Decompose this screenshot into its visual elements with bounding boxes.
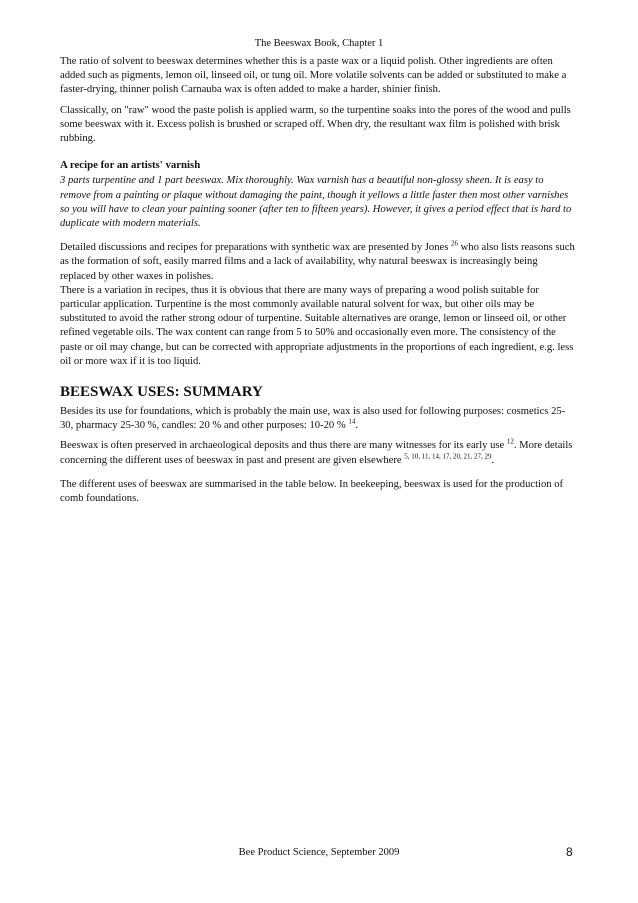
paragraph-synthetic-wax-text-cont: who also lists reasons such as the formation of soft, easily marred films and a lack of availability, why natural beeswax is increasingly being replaced by other waxes in polishes. <box>60 242 575 282</box>
paragraph-end-punct: . <box>355 420 358 432</box>
reference-superscript: 14 <box>348 417 356 426</box>
running-header: The Beeswax Book, Chapter 1 <box>254 38 384 49</box>
paragraph-archaeology-text-cont: . More details concerning the different uses of beeswax in past and present are given elsewhere <box>60 440 573 466</box>
reference-superscript: 12 <box>506 437 514 446</box>
paragraph-solvent-ratio: The ratio of solvent to beeswax determines whether this is a paste wax or a liquid polish. Other ingredients are often added such as pigments, lemon oil, linseed oil, or tung oil. More volatile solvents can be added or substituted to make a faster-drying, thinner polish Carnauba wax is often added to make a harder, shinier finish. <box>60 56 567 96</box>
paragraph-end-punct: . <box>491 454 495 466</box>
reference-superscript: 26 <box>450 239 458 248</box>
recipe-heading: A recipe for an artists' varnish <box>60 159 201 172</box>
page-content <box>60 55 575 512</box>
paragraph-recipe-variation: There is a variation in recipes, thus it is obvious that there are many ways of preparing a wood polish suitable for particular application. Turpentine is the most commonly available natural solvent for wax, but other oils may be substituted to avoid the rather strong odour of turpentine. Suitable alternatives are orange, lemon or linseed oil, or other refined vegetable oils. The wax content can range from 5 to 50% and occasionally even more. The consistency of the paste or oil may change, but can be corrected with appropriate adjustments in the proportions of each ingredient, e.g. less oil or more wax if it is too liquid. <box>60 284 574 367</box>
paragraph-uses <box>60 405 575 433</box>
page-number: 8 <box>566 845 573 859</box>
footer-text: Bee Product Science, September 2009 <box>238 847 400 858</box>
recipe-text: 3 parts turpentine and 1 part beeswax. Mix thoroughly. Wax varnish has a beautiful non-glossy sheen. It is easy to remove from a painting or plaque without damaging the paint, though it yellows a little faster then most other varnishes so you will have to clean your painting sooner (after ten to fifteen years). However, it gives a period effect that is hard to duplicate with modern materials. <box>60 175 572 230</box>
paragraph-synthetic-wax-text: Detailed discussions and recipes for preparations with synthetic wax are presented by Jones <box>60 242 449 254</box>
paragraph-application: Classically, on "raw" wood the paste polish is applied warm, so the turpentine soaks into the pores of the wood and pulls some beeswax with it. Excess polish is brushed or scraped off. When dry, the resultant wax film is polished with brisk rubbing. <box>60 104 571 145</box>
section-title: BEESWAX USES: SUMMARY <box>60 384 263 401</box>
paragraph-synthetic-wax <box>60 241 575 284</box>
paragraph-archaeology <box>60 439 575 467</box>
reference-superscript: 5, 10, 11, 14, 17, 20, 21, 27, 29 <box>404 452 492 461</box>
paragraph-uses-text: Besides its use for foundations, which is probably the main use, wax is also used for following purposes: cosmetics 25-30, pharmacy 25-30 %, candles: 20 % and other purposes: 10-20 % <box>60 406 566 432</box>
paragraph-table-intro: The different uses of beeswax are summarised in the table below. In beekeeping, beeswax is used for the production of comb foundations. <box>60 478 564 505</box>
paragraph-archaeology-text: Beeswax is often preserved in archaeological deposits and thus there are many witnesses for its early use <box>60 440 505 452</box>
